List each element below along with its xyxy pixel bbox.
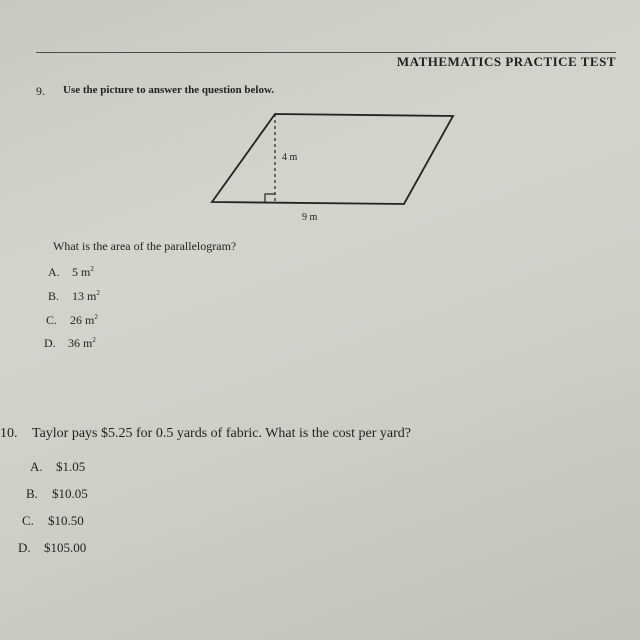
q9-choice-b[interactable] xyxy=(48,289,100,304)
q9-choice-a[interactable] xyxy=(48,265,94,280)
question-10-number: 10. xyxy=(0,426,18,441)
parallelogram-shape xyxy=(212,114,453,204)
q10-choice-c[interactable] xyxy=(22,513,84,529)
choice-letter: C. xyxy=(22,513,34,528)
base-label: 9 m xyxy=(302,212,318,223)
question-10-text: Taylor pays $5.25 for 0.5 yards of fabric. What is the cost per yard? xyxy=(32,426,411,441)
choice-letter: D. xyxy=(44,336,56,350)
choice-letter: B. xyxy=(48,289,60,303)
q10-choice-a[interactable] xyxy=(30,459,85,475)
parallelogram-figure xyxy=(200,104,470,234)
choice-letter: C. xyxy=(46,313,58,327)
question-9-number: 9. xyxy=(36,84,45,98)
choice-value: $105.00 xyxy=(44,540,87,555)
choice-exponent: 2 xyxy=(90,265,94,273)
choice-value: $10.05 xyxy=(52,486,88,501)
choice-value: $1.05 xyxy=(56,459,86,474)
q10-choice-d[interactable] xyxy=(18,540,86,556)
question-9-prompt: Use the picture to answer the question below. xyxy=(63,84,275,96)
header-rule xyxy=(36,52,616,53)
page-header-title: MATHEMATICS PRACTICE TEST xyxy=(396,54,616,69)
q9-choice-d[interactable] xyxy=(44,336,96,351)
choice-letter: D. xyxy=(18,540,31,555)
q9-choice-c[interactable] xyxy=(46,313,98,328)
choice-value: 26 m xyxy=(70,313,95,327)
choice-value: $10.50 xyxy=(48,513,84,528)
choice-letter: B. xyxy=(26,486,38,501)
choice-exponent: 2 xyxy=(96,289,100,297)
choice-value: 13 m xyxy=(72,289,97,303)
height-label: 4 m xyxy=(282,152,298,163)
choice-letter: A. xyxy=(48,265,60,279)
choice-letter: A. xyxy=(30,459,43,474)
choice-exponent: 2 xyxy=(92,336,96,344)
choice-value: 36 m xyxy=(68,336,93,350)
choice-value: 5 m xyxy=(72,265,91,279)
choice-exponent: 2 xyxy=(94,313,98,321)
q10-choice-b[interactable] xyxy=(26,486,88,502)
question-9-text: What is the area of the parallelogram? xyxy=(53,239,237,253)
right-angle-marker xyxy=(265,194,275,202)
